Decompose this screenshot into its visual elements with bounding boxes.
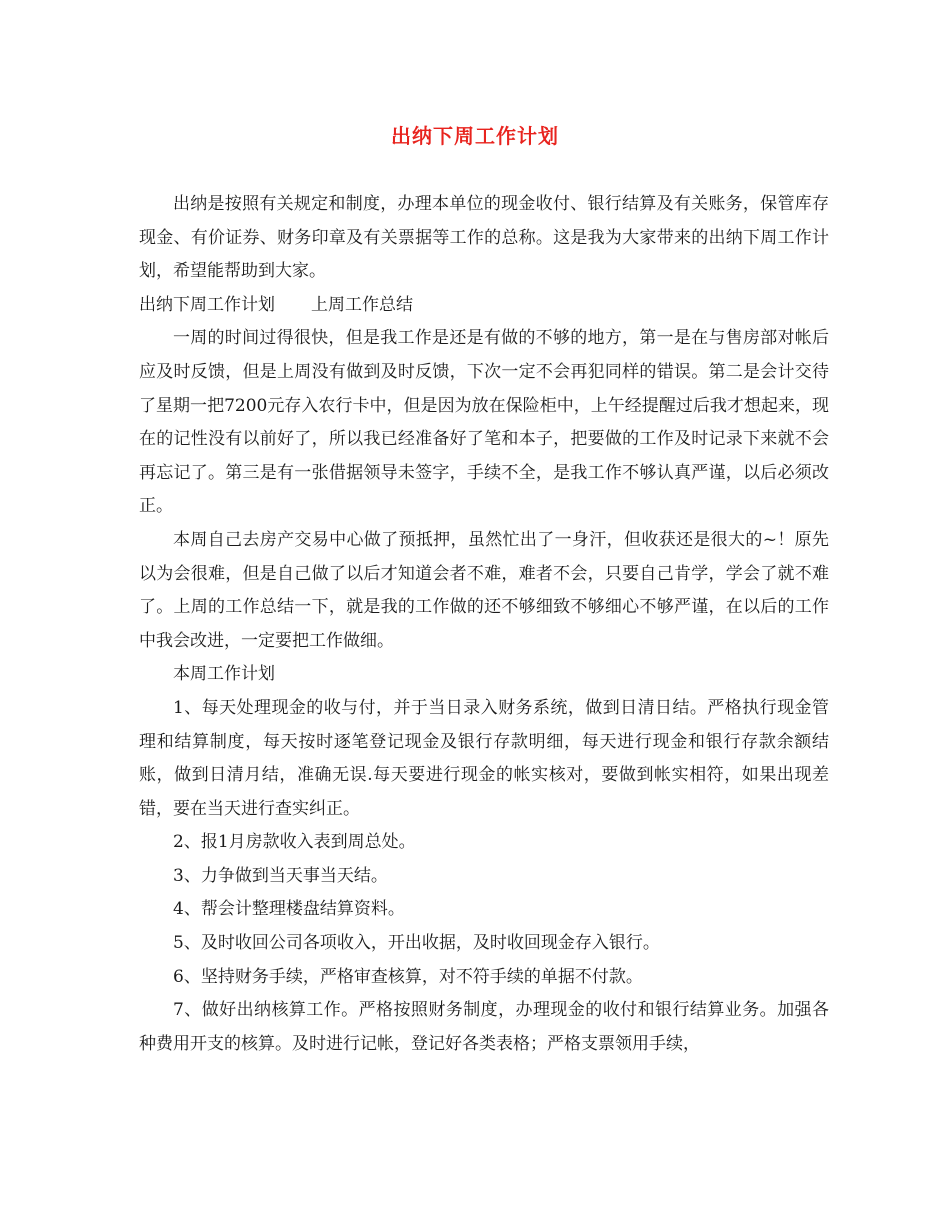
plan-item-2: 2、报1月房款收入表到周总处。 <box>173 832 416 853</box>
subheading-right: 上周工作总结 <box>311 294 413 315</box>
document-body <box>139 188 829 1061</box>
subheading-left: 出纳下周工作计划 <box>139 294 275 315</box>
summary-paragraph-2: 本周自己去房产交易中心做了预抵押，虽然忙出了一身汗，但收获还是很大的~！原先以为会很难，但是自己做了以后才知道会者不难，难者不会，只要自己肯学，学会了就不难了。上周的工作总结一下，就是我的工作做的还不够细致不够细心不够严谨，在以后的工作中我会改进，一定要把工作做细。 <box>139 529 829 651</box>
plan-item-1: 1、每天处理现金的收与付，并于当日录入财务系统，做到日清日结。严格执行现金管理和结算制度，每天按时逐笔登记现金及银行存款明细，每天进行现金和银行存款余额结账，做到日清月结，准确无误.每天要进行现金的帐实核对，要做到帐实相符，如果出现差错，要在当天进行查实纠正。 <box>139 697 829 819</box>
summary-paragraph-1: 一周的时间过得很快，但是我工作是还是有做的不够的地方，第一是在与售房部对帐后应及时反馈，但是上周没有做到及时反馈，下次一定不会再犯同样的错误。第二是会计交待了星期一把7200元存入农行卡中，但是因为放在保险柜中，上午经提醒过后我才想起来，现在的记性没有以前好了，所以我已经准备好了笔和本子，把要做的工作及时记录下来就不会再忘记了。第三是有一张借据领导未签字，手续不全，是我工作不够认真严谨，以后必须改正。 <box>139 328 829 517</box>
document-title: 出纳下周工作计划 <box>391 124 559 148</box>
plan-item-4: 4、帮会计整理楼盘结算资料。 <box>173 899 405 920</box>
subheading-line <box>139 289 829 323</box>
plan-item-5: 5、及时收回公司各项收入，开出收据，及时收回现金存入银行。 <box>173 933 660 954</box>
plan-item-7: 7、做好出纳核算工作。严格按照财务制度，办理现金的收付和银行结算业务。加强各种费用开支的核算。及时进行记帐，登记好各类表格；严格支票领用手续， <box>139 1000 829 1054</box>
plan-heading: 本周工作计划 <box>173 664 275 685</box>
intro-paragraph: 出纳是按照有关规定和制度，办理本单位的现金收付、银行结算及有关账务，保管库存现金、有价证券、财务印章及有关票据等工作的总称。这是我为大家带来的出纳下周工作计划，希望能帮助到大家。 <box>139 194 829 282</box>
plan-item-3: 3、力争做到当天事当天结。 <box>173 865 388 886</box>
plan-item-6: 6、坚持财务手续，严格审查核算，对不符手续的单据不付款。 <box>173 966 643 987</box>
